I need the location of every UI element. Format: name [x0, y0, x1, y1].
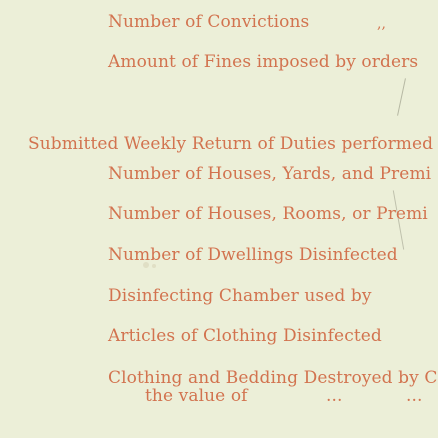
- line-articles: Articles of Clothing Disinfected: [108, 326, 382, 346]
- line-value: the value of: [145, 386, 248, 406]
- line-convictions: Number of Convictions: [108, 12, 310, 32]
- line-dwellings: Number of Dwellings Disinfected: [108, 245, 398, 265]
- line-submitted: Submitted Weekly Return of Duties performed: [28, 134, 434, 154]
- leader-dots: ...: [326, 386, 343, 406]
- leader-dots: ...: [406, 386, 423, 406]
- line-fines: Amount of Fines imposed by orders: [108, 52, 419, 72]
- ditto-mark: ,,: [377, 16, 386, 32]
- line-houses-yards: Number of Houses, Yards, and Premi: [108, 164, 432, 184]
- line-houses-rooms: Number of Houses, Rooms, or Premi: [108, 204, 428, 224]
- margin-pencil-line: [397, 78, 406, 115]
- line-bedding: Clothing and Bedding Destroyed by C: [108, 368, 438, 388]
- line-chamber: Disinfecting Chamber used by: [108, 286, 372, 306]
